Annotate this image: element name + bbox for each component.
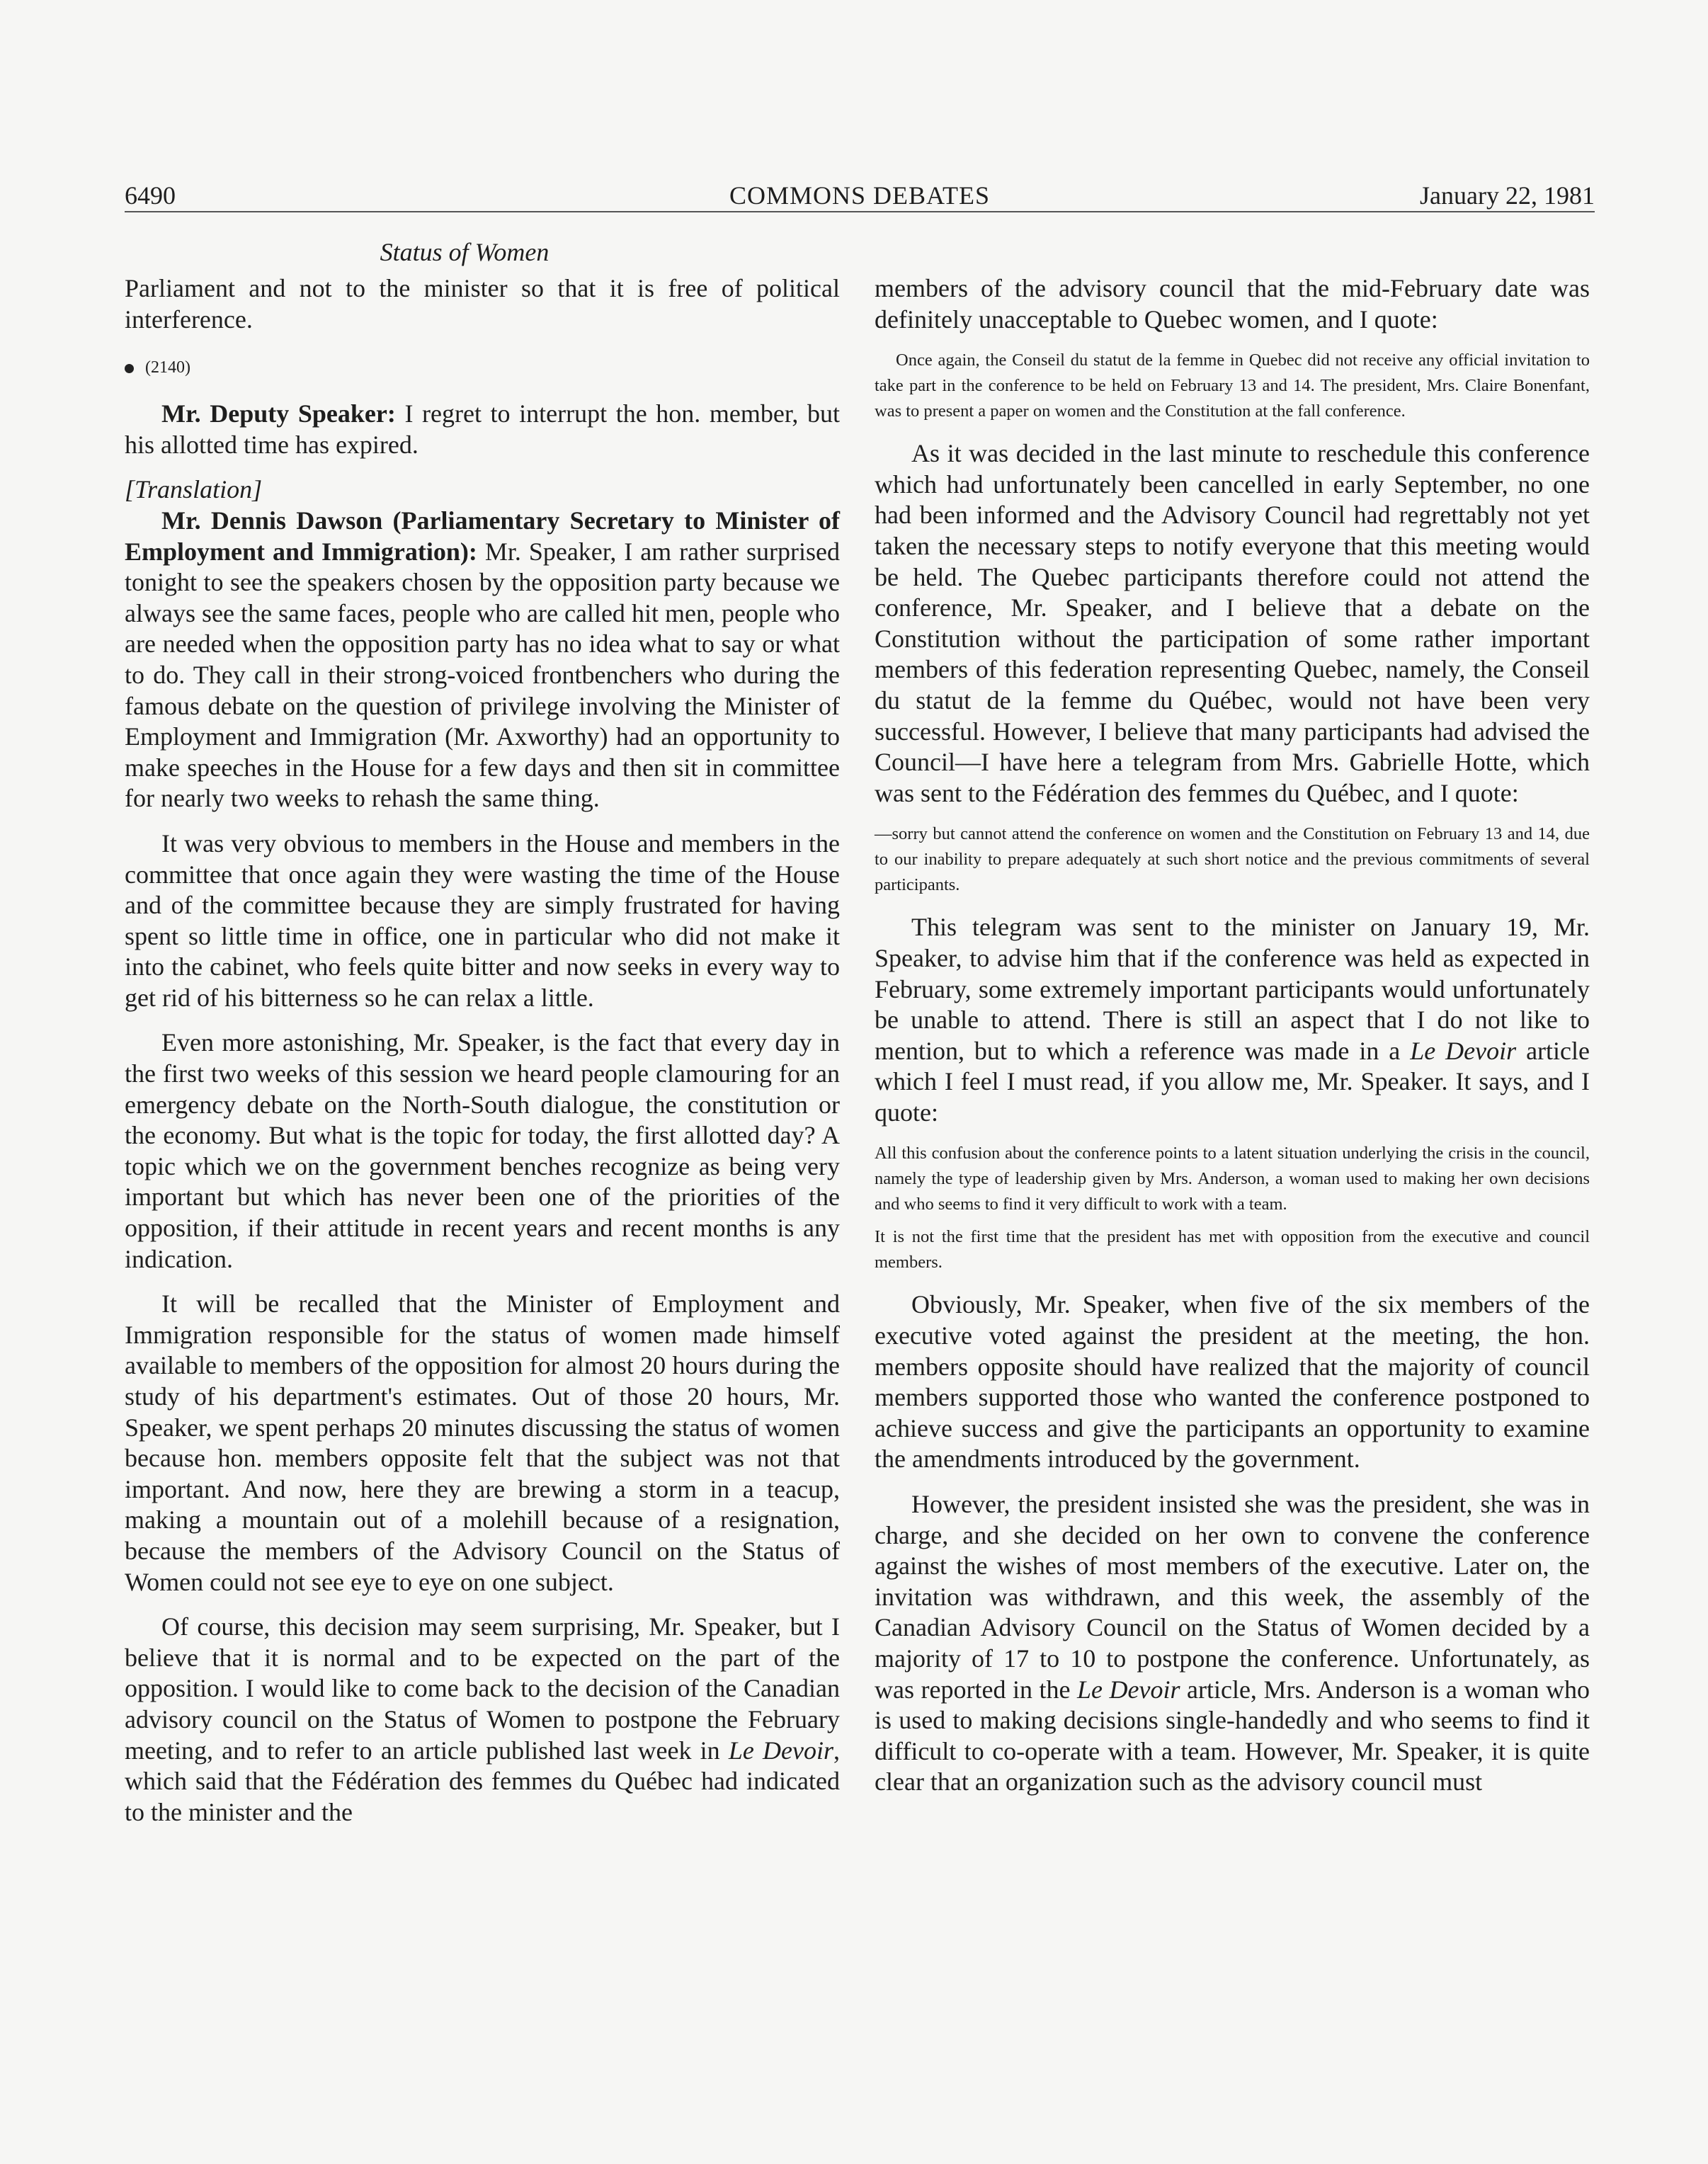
page-number: 6490 [125,181,176,210]
right-column [875,273,1590,1798]
publication-date: January 22, 1981 [1420,181,1595,210]
paragraph-text: Of course, this decision may seem surprising, Mr. Speaker, but I believe that it is normal and to be expected on the part of the opposition. I would like to come back to the decision of the Canadian advisory council on the Status of Women to postpone the February meeting, and to refer to an article published last week in [125,1612,840,1765]
section-subheading: Status of Women [380,238,550,266]
block-quote: Once again, the Conseil du statut de la femme in Quebec did not receive any official invitation to take part in the conference to be held on February 13 and 14. The president, Mrs. Claire Bonenfant, was to present a paper on women and the Constitution at the fall conference. [875,351,1590,421]
paragraph: It was very obvious to members in the House and members in the committee that once again they were wasting the time of the House and of the committee because they are simply frustrated for having spent so little time in office, one in particular who did not make it into the cabinet, who feels quite bitter and now seeks in every way to get rid of his bitterness so he can relax a little. [125,828,840,1012]
paragraph-text: , which said that the Fédération des femmes du Québec had indicated to the minister and the [125,1736,841,1826]
speaker-name: Mr. Deputy Speaker: [161,399,396,428]
paragraph [875,912,1590,1128]
paragraph: It will be recalled that the Minister of Employment and Immigration responsible for the status of women made himself available to members of the opposition for almost 20 hours during the study of his department's estimates. Out of those 20 hours, Mr. Speaker, we spent perhaps 20 minutes discussing the status of women because hon. members opposite felt that the subject was not that important. And now, here they are brewing a storm in a teacup, making a mountain out of a molehill because of a resignation, because the members of the Advisory Council on the Status of Women could not see eye to eye on one subject. [125,1289,840,1596]
paragraph: Obviously, Mr. Speaker, when five of the six members of the executive voted against the president at the meeting, the hon. members opposite should have realized that the majority of council members supported those who wanted the conference postponed to achieve success and give the participants an opportunity to examine the amendments introduced by the government. [875,1290,1590,1474]
translation-label: [Translation] [125,475,263,504]
bullet-icon [125,364,134,373]
paragraph-text: Mr. Speaker, I am rather surprised tonight to see the speakers chosen by the opposition party because we always see the same faces, people who are called hit men, people who are needed when the opposition party has no idea what to say or what to do. They call in their strong-voiced frontbenchers who during the famous debate on the question of privilege involving the Minister of Employment and Immigration (Mr. Axworthy) had an opportunity to make speeches in the House for a few days and then sit in committee for nearly two weeks to rehash the same thing. [125,537,840,813]
paragraph-text: This telegram was sent to the minister on January 19, Mr. Speaker, to advise him that if the conference was held as expected in February, some extremely important participants would unfortunately be unable to attend. There is still an aspect that I do not like to mention, but to which a reference was made in a [875,913,1590,1065]
paragraph [875,1489,1590,1798]
block-quote: All this confusion about the conference points to a latent situation underlying the crisis in the council, namely the type of leadership given by Mrs. Anderson, a woman used to making her own decisions and who seems to find it very difficult to work with a team. [875,1144,1590,1214]
paragraph [125,506,840,814]
left-column [125,273,840,1828]
paragraph: Even more astonishing, Mr. Speaker, is the fact that every day in the first two weeks of this session we heard people clamouring for an emergency debate on the North-South dialogue, the constitution or the economy. But what is the topic for today, the first allotted day? A topic which we on the government benches recognize as being very important but which has never been one of the priorities of the opposition, if their attitude in recent years and recent months is any indication. [125,1028,840,1273]
block-quote: It is not the first time that the president has met with opposition from the executive and council members. [875,1227,1590,1272]
page-header [125,181,1595,212]
paragraph-text: article which I feel I must read, if you allow me, Mr. Speaker. It says, and I quote: [875,1036,1590,1127]
publication-name: Le Devoir [1076,1675,1180,1704]
paragraph-text: I regret to interrupt the hon. member, but his allotted time has expired. [125,399,840,459]
paragraph-text: However, the president insisted she was the president, she was in charge, and she decided on her own to convene the conference against the wishes of most members of the executive. Later on, the invitation was withdrawn, and this week, the assembly of the Canadian Advisory Council on the Status of Women decided by a majority of 17 to 10 to postpone the conference. Unfortunately, as was reported in the [875,1490,1590,1704]
time-marker [125,353,840,382]
paragraph [125,399,840,460]
block-quote: —sorry but cannot attend the conference on women and the Constitution on February 13 and 14, due to our inability to prepare adequately at such short notice and the previous commitments of several participants. [875,824,1590,895]
paragraph: Parliament and not to the minister so that it is free of political interference. [125,274,840,334]
paragraph-text: article, Mrs. Anderson is a woman who is used to making decisions single-handedly and who seems to find it difficult to co-operate with a team. However, Mr. Speaker, it is quite clear that an organization such as the advisory council must [875,1675,1590,1796]
publication-title: COMMONS DEBATES [729,181,991,210]
paragraph: As it was decided in the last minute to reschedule this conference which had unfortunately been cancelled in early September, no one had been informed and the Advisory Council had regrettably not yet taken the necessary steps to notify everyone that this meeting would be held. The Quebec participants therefore could not attend the conference, Mr. Speaker, and I believe that a debate on the Constitution without the participation of some rather important members of this federation representing Quebec, namely, the Conseil du statut de la femme du Québec, would not have been very successful. However, I believe that many participants had advised the Council—I have here a telegram from Mrs. Gabrielle Hotte, which was sent to the Fédération des femmes du Québec, and I quote: [875,439,1590,807]
time-marker-text: (2140) [145,358,190,377]
speaker-name: Mr. Dennis Dawson (Parliamentary Secretary to Minister of Employment and Immigration): [125,506,840,566]
paragraph [125,1612,840,1828]
publication-name: Le Devoir [728,1736,834,1765]
publication-name: Le Devoir [1410,1036,1517,1065]
paragraph: members of the advisory council that the mid-February date was definitely unacceptable to Quebec women, and I quote: [875,274,1590,334]
